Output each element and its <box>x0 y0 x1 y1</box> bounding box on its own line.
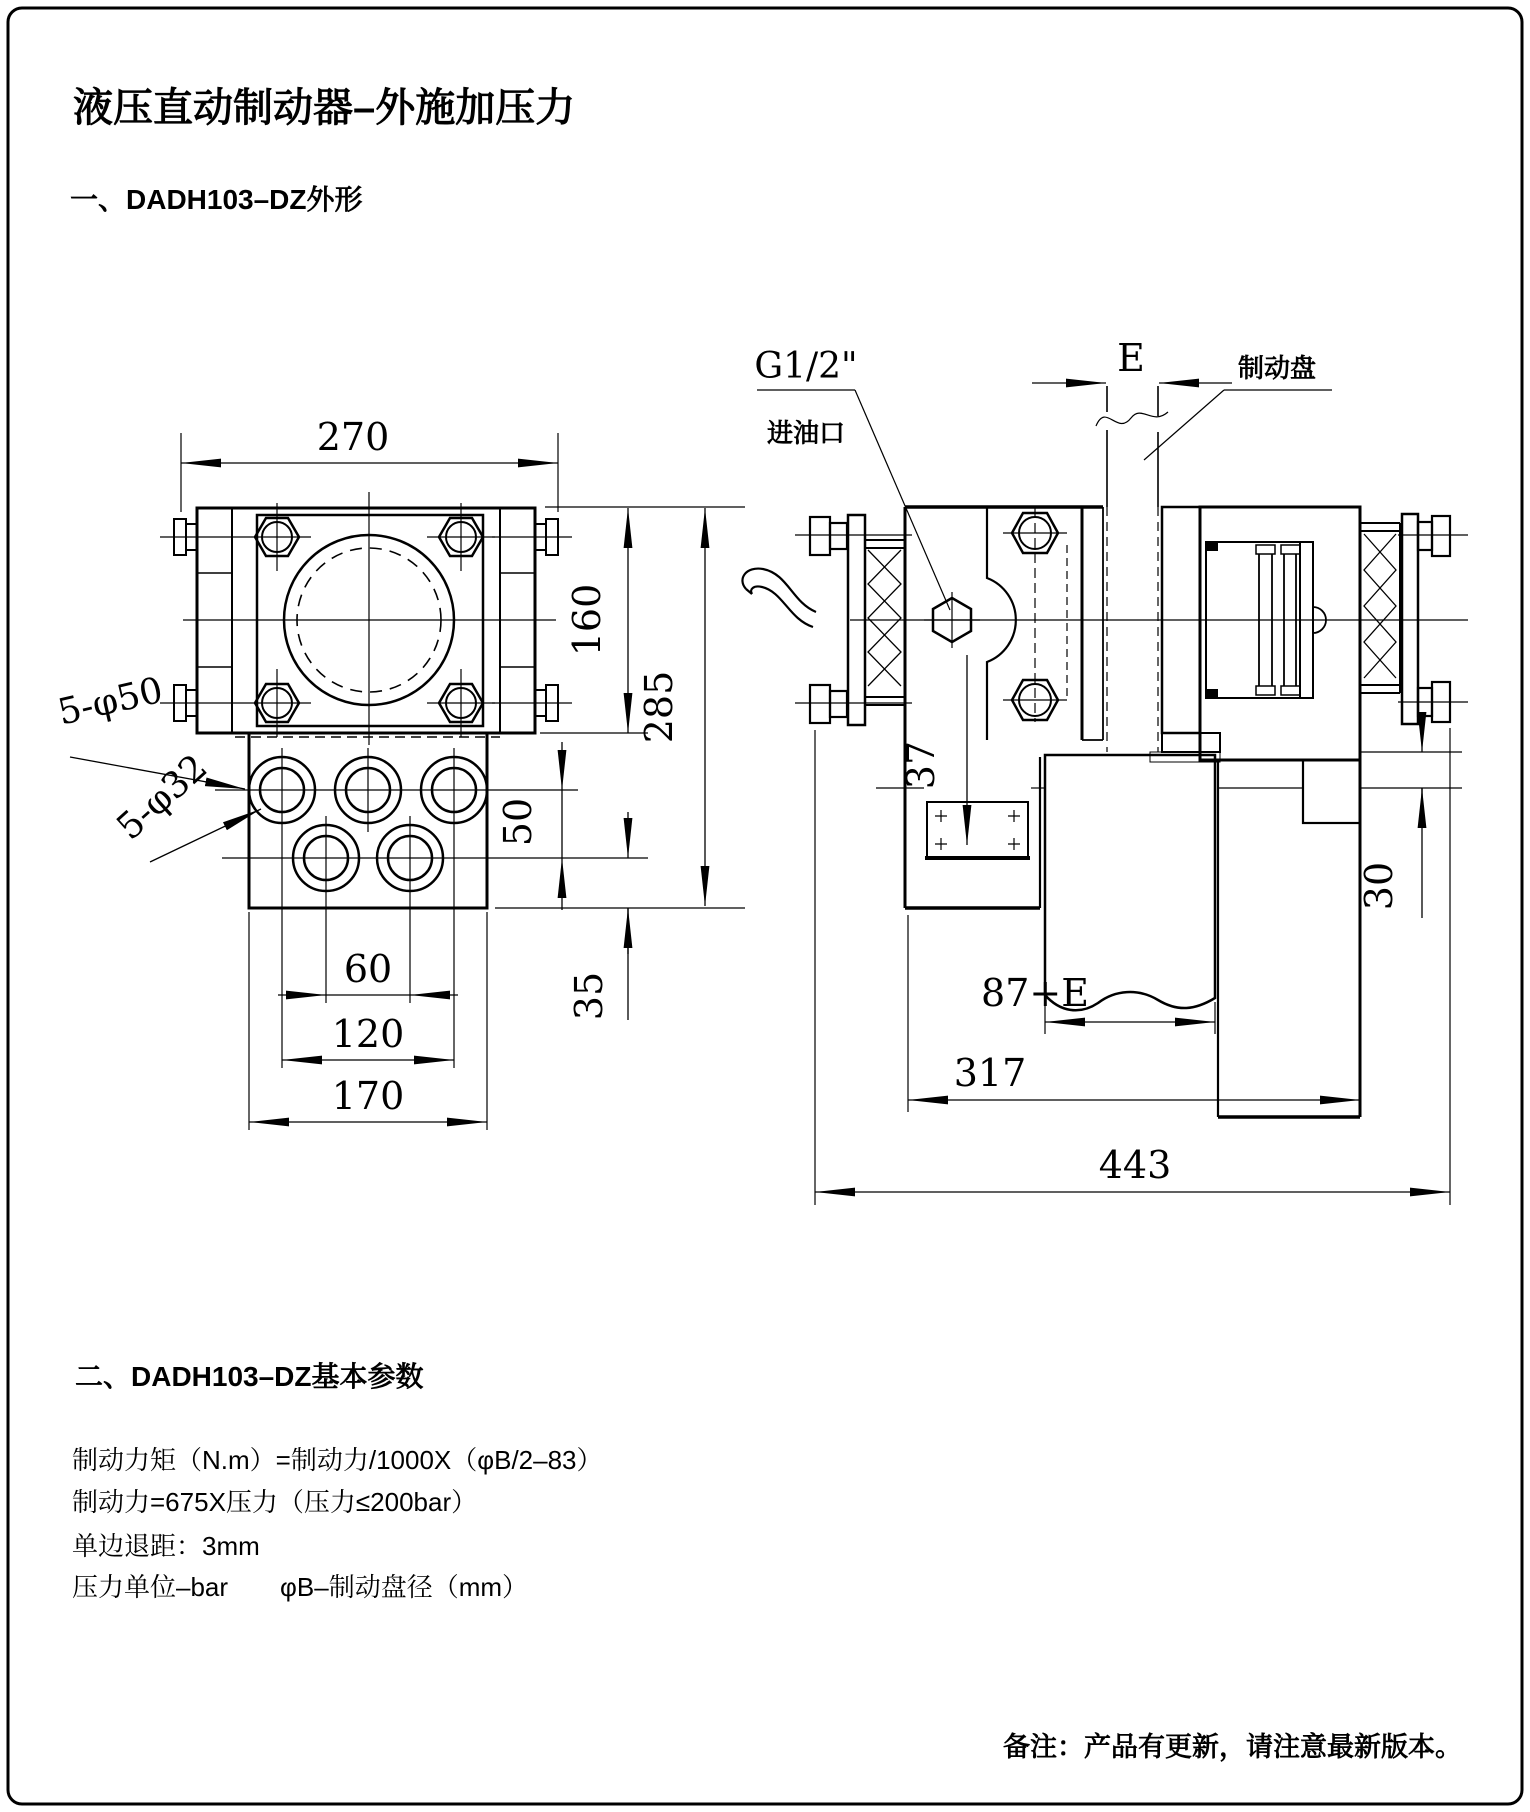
dim-50: 50 <box>496 797 540 847</box>
dim-170: 170 <box>331 1074 405 1118</box>
label-5-phi50: 5-φ50 <box>54 669 167 734</box>
disc-spring-stack <box>868 550 901 686</box>
label-port-thread: G1/2" <box>754 346 858 387</box>
dim-443: 443 <box>1098 1143 1172 1187</box>
dim-317: 317 <box>953 1051 1027 1095</box>
caliper-right-assembly <box>1150 507 1468 762</box>
caliper-left-body <box>876 507 1103 908</box>
dim-35: 35 <box>567 971 611 1021</box>
bridge-bolt-icon <box>1003 680 1067 720</box>
cylinder-body-hatched <box>1200 507 1360 760</box>
label-brake-disc: 制动盘 <box>1237 353 1317 383</box>
parameters-section <box>72 1361 603 1602</box>
seal-section <box>1206 542 1218 551</box>
param-line-3: 单边退距：3mm <box>72 1531 260 1561</box>
label-oil-inlet: 进油口 <box>766 418 846 448</box>
dim-270: 270 <box>316 415 390 459</box>
dim-37: 37 <box>899 740 943 790</box>
param-line-1: 制动力矩（N.m）=制动力/1000X（φB/2–83） <box>72 1445 603 1475</box>
dim-87plusE: 87+E <box>981 971 1089 1015</box>
section-view <box>742 336 1468 1205</box>
header <box>70 86 575 215</box>
front-dimensions <box>54 415 745 1122</box>
param-line-4: 压力单位–bar φB–制动盘径（mm） <box>72 1572 529 1602</box>
page-title: 液压直动制动器–外施加压力 <box>73 86 576 130</box>
mounting-bracket <box>1218 720 1462 1117</box>
disc-spring-stack <box>1364 534 1396 678</box>
dim-60: 60 <box>343 947 393 991</box>
front-view <box>54 415 745 1130</box>
hex-bolt-icon <box>243 503 311 571</box>
dim-120: 120 <box>331 1012 405 1056</box>
section2-heading: 二、DADH103–DZ基本参数 <box>75 1361 424 1392</box>
cable-icon <box>742 569 816 627</box>
dim-E: E <box>1117 336 1145 380</box>
brake-disc <box>1032 336 1332 1010</box>
manifold-block <box>215 733 648 1130</box>
dim-160: 160 <box>565 583 609 657</box>
dim-30: 30 <box>1357 861 1401 911</box>
port-labels <box>754 346 950 610</box>
label-5-phi32: 5-φ32 <box>109 746 216 849</box>
wear-indicator-box <box>925 802 1030 858</box>
footer-note: 备注：产品有更新，请注意最新版本。 <box>1003 1732 1462 1762</box>
param-line-2: 制动力=675X压力（压力≤200bar） <box>72 1487 478 1517</box>
hex-bolt-icon <box>427 503 495 571</box>
section1-heading: 一、DADH103–DZ外形 <box>70 184 363 215</box>
dim-285: 285 <box>637 670 681 744</box>
seal-section <box>1206 689 1218 698</box>
front-body <box>183 492 556 745</box>
section-dimensions <box>815 728 1450 1205</box>
